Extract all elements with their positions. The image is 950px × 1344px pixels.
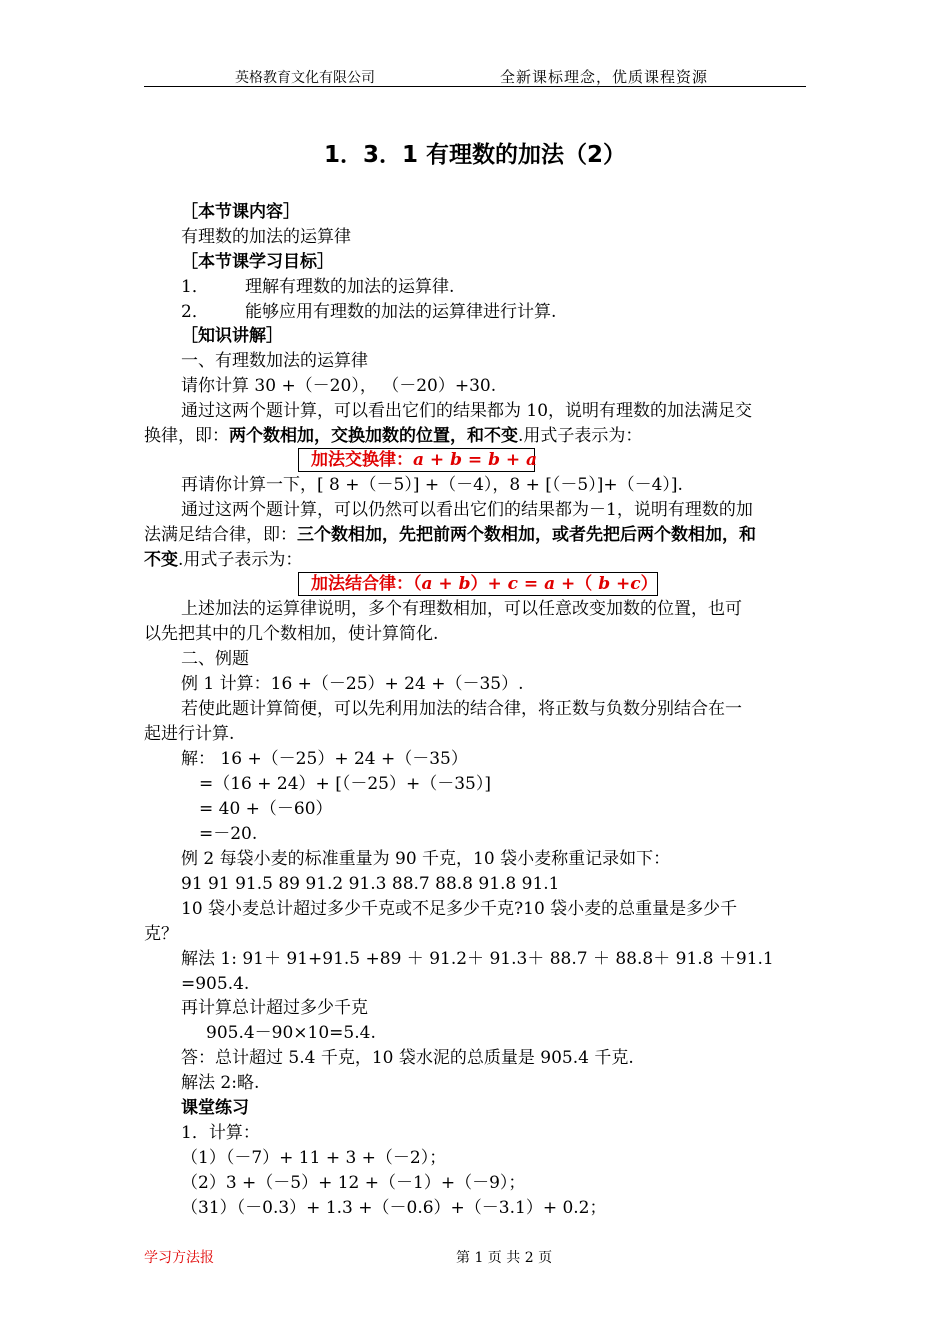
- inline-text: .用式子表示为：: [518, 426, 643, 446]
- law-formula-part: b +c: [598, 574, 641, 594]
- law-formula-part: ）+: [470, 574, 508, 594]
- section-heading-knowledge: ［知识讲解］: [181, 326, 283, 346]
- goal-2-text: 能够应用有理数的加法的运算律进行计算.: [245, 302, 557, 322]
- solution-line: =－20.: [199, 824, 258, 844]
- paragraph-line: 再请你计算一下，[ 8 +（－5）] +（－4），8 + [（－5）]+（－4）].: [181, 475, 683, 495]
- solution-line: 解法 2:略.: [181, 1073, 260, 1093]
- solution-line: = 40 +（－60）: [199, 799, 333, 819]
- answer-line: 答：总计超过 5.4 千克，10 袋水泥的总质量是 905.4 千克.: [181, 1048, 634, 1068]
- commutative-law-box: [298, 448, 538, 472]
- header-company: 英格教育文化有限公司: [235, 70, 375, 86]
- bold-statement: 三个数相加，先把前两个数相加，或者先把后两个数相加，和: [297, 525, 756, 545]
- paragraph-line: 通过这两个题计算，可以仍然可以看出它们的结果都为－1，说明有理数的加: [181, 500, 753, 520]
- paragraph-line: 起进行计算.: [144, 724, 235, 744]
- exercise-item: （31）（－0.3）+ 1.3 +（－0.6）+（－3.1）+ 0.2；: [181, 1198, 607, 1218]
- paragraph-line: 若使此题计算简便，可以先利用加法的结合律，将正数与负数分别结合在一: [181, 699, 742, 719]
- law-formula: a + b = b + a: [413, 450, 538, 470]
- bold-statement: 两个数相加，交换加数的位置，和不变: [229, 426, 518, 446]
- law-formula-part: +（: [555, 574, 599, 594]
- inline-text: 换律，即：: [144, 426, 229, 446]
- law-label: 加法结合律：（: [311, 574, 422, 594]
- solution-line: =（16 + 24）+ [（－25）+（－35）]: [199, 774, 491, 794]
- solution-line: 905.4－90×10=5.4.: [206, 1023, 376, 1043]
- associative-law-box: [298, 572, 658, 596]
- paragraph-line: 以先把其中的几个数相加，使计算简化.: [144, 624, 439, 644]
- paragraph-line: 克？: [144, 924, 178, 944]
- section-heading-content: ［本节课内容］: [181, 202, 300, 222]
- exercise-heading: 1．计算：: [181, 1123, 260, 1143]
- inline-text: .用式子表示为：: [178, 550, 303, 570]
- subsection-heading-examples: 二、例题: [181, 649, 249, 669]
- goal-2-number: 2．: [181, 302, 209, 322]
- footer-page-number: 第 1 页 共 2 页: [456, 1250, 553, 1266]
- goal-1-text: 理解有理数的加法的运算律.: [245, 277, 455, 297]
- exercise-item: （2）3 +（－5）+ 12 +（－1）+（－9）；: [181, 1173, 526, 1193]
- goal-1-number: 1．: [181, 277, 209, 297]
- subsection-heading-laws: 一、有理数加法的运算律: [181, 351, 368, 371]
- law-formula-part: ）: [640, 574, 658, 594]
- law-formula-part: =: [518, 574, 545, 594]
- header-slogan: 全新课标理念，优质课程资源: [500, 68, 709, 86]
- paragraph-line: [144, 549, 302, 571]
- footer-publication: 学习方法报: [144, 1250, 214, 1266]
- law-formula-part: a: [544, 574, 556, 594]
- header-divider: [144, 86, 806, 87]
- example-2-question: 例 2 每袋小麦的标准重量为 90 千克，10 袋小麦称重记录如下：: [181, 849, 671, 869]
- law-label: 加法交换律：: [311, 450, 413, 470]
- paragraph-line: [144, 425, 642, 447]
- page-title: 1．3．1 有理数的加法（2）: [323, 142, 627, 168]
- inline-text: 法满足结合律，即：: [144, 525, 297, 545]
- law-formula-part: a + b: [421, 574, 471, 594]
- paragraph-line: [144, 524, 756, 546]
- paragraph-line: 10 袋小麦总计超过多少千克或不足多少千克?10 袋小麦的总重量是多少千: [181, 899, 738, 919]
- paragraph-line: 通过这两个题计算，可以看出它们的结果都为 10，说明有理数的加法满足交: [181, 401, 753, 421]
- exercise-item: （1）（－7）+ 11 + 3 +（－2）；: [181, 1148, 447, 1168]
- law-formula-part: c: [507, 574, 519, 594]
- section-heading-goals: ［本节课学习目标］: [181, 252, 334, 272]
- content-text: 有理数的加法的运算律: [181, 227, 351, 247]
- example-1-question: 例 1 计算：16 +（－25）+ 24 +（－35）.: [181, 674, 524, 694]
- solution-line: 再计算总计超过多少千克: [181, 998, 368, 1018]
- solution-line: 解： 16 +（－25）+ 24 +（－35）: [181, 749, 468, 769]
- paragraph-line: 请你计算 30 +（－20）， （－20）+30.: [181, 376, 497, 396]
- solution-line: =905.4.: [181, 974, 250, 994]
- bold-statement: 不变: [144, 550, 178, 570]
- solution-line: 解法 1: 91＋ 91+91.5 +89 ＋ 91.2＋ 91.3＋ 88.7 ＋ 88.8＋ 91.8 ＋91.1: [181, 949, 774, 969]
- paragraph-line: 上述加法的运算律说明，多个有理数相加，可以任意改变加数的位置，也可: [181, 599, 742, 619]
- section-heading-practice: 课堂练习: [181, 1098, 249, 1118]
- weight-records: 91 91 91.5 89 91.2 91.3 88.7 88.8 91.8 91.1: [181, 874, 560, 894]
